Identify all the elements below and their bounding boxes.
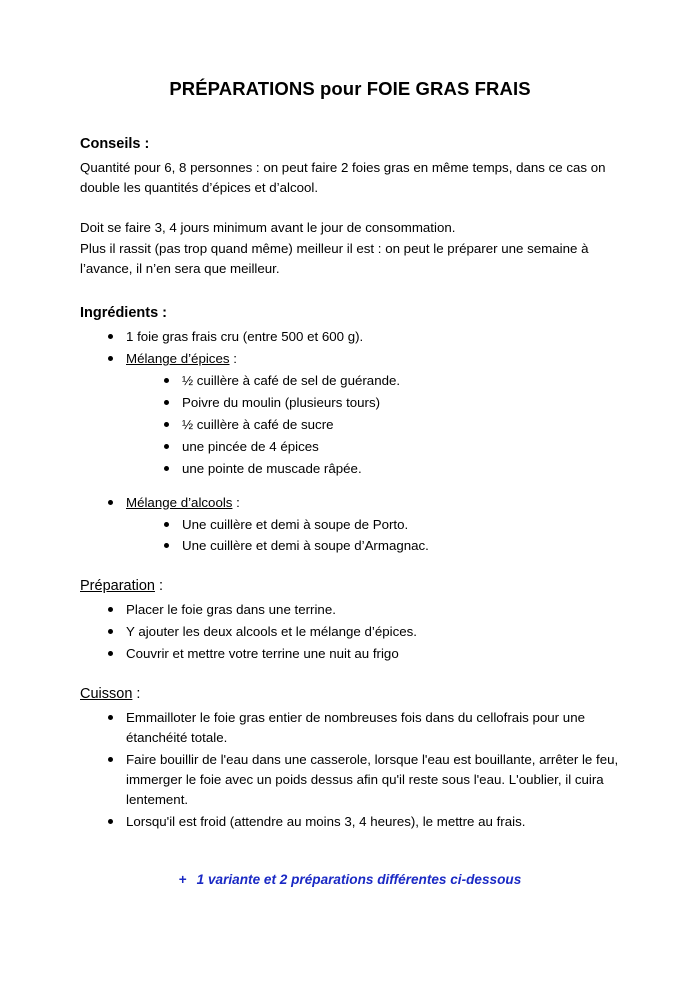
epice-item-4: une pointe de muscade râpée.	[182, 460, 362, 476]
epices-colon: :	[229, 350, 237, 366]
ingredients-heading: Ingrédients :	[80, 305, 168, 322]
section-cuisson	[80, 686, 620, 832]
list-item	[108, 750, 620, 810]
preparation-list	[80, 600, 620, 664]
epice-item-0: ½ cuillère à café de sel de guérande.	[182, 372, 401, 388]
epice-item-1: Poivre du moulin (plusieurs tours)	[182, 394, 381, 410]
epices-label: Mélange d’épices	[126, 350, 230, 366]
list-item	[108, 600, 620, 620]
preparation-heading	[80, 578, 620, 594]
epice-item-3: une pincée de 4 épices	[182, 438, 319, 454]
cuisson-item-0: Emmailloter le foie gras entier de nombreuses fois dans du cellofrais pour une étanchéité totale.	[126, 710, 585, 746]
cuisson-heading-label: Cuisson	[80, 686, 133, 703]
list-item	[164, 515, 620, 535]
preparation-item-0: Placer le foie gras dans une terrine.	[126, 602, 336, 618]
list-item	[164, 536, 620, 556]
list-item	[108, 644, 620, 664]
section-conseils	[80, 136, 620, 279]
preparation-heading-colon: :	[154, 578, 164, 595]
ingredient-foie-gras: 1 foie gras frais cru (entre 500 et 600 g).	[126, 329, 364, 345]
cuisson-list	[80, 708, 620, 832]
plus-sign: +	[178, 871, 187, 887]
preparation-heading-label: Préparation	[80, 578, 155, 595]
alcools-label: Mélange d’alcools	[126, 494, 233, 510]
conseils-paragraph-1: Quantité pour 6, 8 personnes : on peut faire 2 foies gras en même temps, dans ce cas on double les quantités d’épices et d’alcool.	[80, 160, 606, 196]
list-item	[164, 415, 620, 435]
list-item	[164, 371, 620, 391]
preparation-item-1: Y ajouter les deux alcools et le mélange d’épices.	[126, 624, 417, 640]
conseils-paragraph-3: Plus il rassit (pas trop quand même) meilleur il est : on peut le préparer une semaine à l’avance, il n’en sera que meilleur.	[80, 240, 589, 276]
cuisson-item-1: Faire bouillir de l'eau dans une casserole, lorsque l'eau est bouillante, arrêter le feu, immerger le foie avec un poids dessus afin qu'il reste sous l'eau. L'oublier, il cuira lentement.	[126, 752, 619, 807]
list-item	[108, 327, 620, 347]
epices-list	[126, 371, 620, 479]
list-item	[108, 812, 620, 832]
list-item	[108, 622, 620, 642]
alcool-item-1: Une cuillère et demi à soupe d’Armagnac.	[182, 538, 429, 554]
alcool-item-0: Une cuillère et demi à soupe de Porto.	[182, 516, 409, 532]
footer-note	[80, 872, 620, 887]
alcools-colon: :	[232, 494, 240, 510]
page-title: PRÉPARATIONS pour FOIE GRAS FRAIS	[169, 78, 531, 99]
cuisson-item-2: Lorsqu'il est froid (attendre au moins 3, 4 heures), le mettre au frais.	[126, 813, 526, 829]
list-item	[164, 459, 620, 479]
footer-note-text: 1 variante et 2 préparations différentes ci-dessous	[196, 871, 522, 887]
section-preparation	[80, 578, 620, 664]
list-item	[164, 393, 620, 413]
section-ingredients	[80, 305, 620, 556]
list-item	[108, 349, 620, 479]
epice-item-2: ½ cuillère à café de sucre	[182, 416, 334, 432]
cuisson-heading-colon: :	[132, 686, 141, 703]
ingredients-list	[80, 327, 620, 556]
conseils-heading: Conseils :	[80, 136, 150, 152]
list-item	[108, 708, 620, 748]
list-item	[164, 437, 620, 457]
list-item	[108, 493, 620, 557]
preparation-item-2: Couvrir et mettre votre terrine une nuit au frigo	[126, 646, 399, 662]
cuisson-heading	[80, 686, 620, 702]
conseils-paragraph-2: Doit se faire 3, 4 jours minimum avant le jour de consommation.	[80, 220, 456, 236]
alcools-list	[126, 515, 620, 557]
